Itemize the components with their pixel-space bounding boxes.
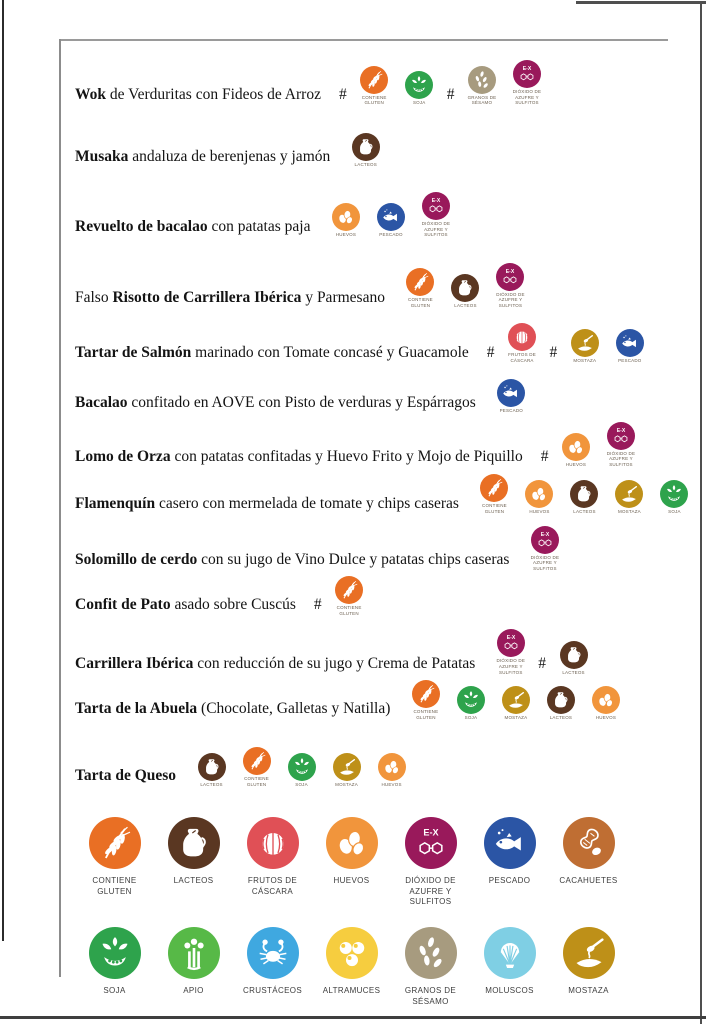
allergen-badge-lacteos [551, 641, 596, 676]
legend-label: CONTIENE GLUTEN [92, 876, 137, 896]
allergen-badge-soja [448, 686, 493, 721]
hash-mark: # [446, 85, 455, 103]
svg-text:E-X: E-X [422, 827, 439, 838]
page-frame-left [59, 39, 61, 977]
dish-row [75, 678, 697, 720]
badge-label: DIÓXIDO DE AZUFRE Y SULFITOS [530, 554, 560, 571]
allergen-badge-lacteos [343, 133, 388, 168]
allergen-badge-mostaza [607, 480, 652, 515]
soja-icon [660, 480, 688, 508]
legend-row [75, 927, 697, 1007]
legend-item-sesamo [391, 927, 470, 1007]
allergen-badge-gluten [327, 576, 372, 616]
dish-allergen-badges [334, 60, 550, 106]
huevos-icon [378, 753, 406, 781]
dish-name: Revuelto de bacalao con patatas paja [75, 217, 311, 235]
badge-label: DIÓXIDO DE AZUFRE Y SULFITOS [496, 291, 525, 308]
badge-label: LACTEOS [573, 508, 596, 514]
badge-label: FRUTOS DE CÁSCARA [508, 352, 536, 363]
apio-icon [168, 927, 220, 979]
badge-label: LACTEOS [454, 303, 477, 308]
badge-label: CONTIENE GLUTEN [482, 503, 507, 514]
allergen-badge-huevos [553, 433, 598, 468]
allergen-badge-huevos [323, 203, 368, 238]
allergen-badge-gluten [403, 680, 448, 720]
dish-allergen-badges [482, 323, 653, 363]
hash-mark: # [549, 343, 558, 361]
legend-item-apio [154, 927, 233, 1007]
dish-name: Tarta de Queso [75, 767, 177, 785]
legend-item-frutos [233, 817, 312, 907]
badge-label: SOJA [464, 714, 478, 720]
page-border-right-outer [700, 4, 702, 1024]
lacteos-icon [560, 641, 588, 669]
gluten-icon [89, 817, 141, 869]
dish-allergen-badges [489, 379, 534, 414]
hash-mark: # [540, 447, 549, 465]
allergen-badge-gluten [472, 474, 517, 514]
badge-label: LACTEOS [562, 669, 585, 675]
badge-label: MOSTAZA [618, 508, 641, 514]
sulfitos-icon [496, 263, 524, 291]
badge-label: CONTIENE GLUTEN [361, 94, 387, 106]
pescado-icon [616, 329, 644, 357]
dish-row [75, 322, 697, 364]
hash-mark: # [538, 655, 547, 673]
menu-content [75, 60, 697, 1007]
legend-item-sulfitos [391, 817, 470, 907]
badge-label: HUEVOS [529, 508, 550, 514]
allergen-badge-sesamo [459, 66, 504, 106]
badge-label: LACTEOS [354, 162, 377, 168]
badge-label: PESCADO [618, 358, 642, 363]
lacteos-icon [352, 133, 380, 161]
huevos-icon [562, 433, 590, 461]
dish-name: Confit de Pato asado sobre Cuscús [75, 596, 296, 614]
allergen-badge-huevos [369, 753, 414, 788]
badge-label: DIÓXIDO DE AZUFRE Y SULFITOS [421, 220, 451, 238]
legend-label: LACTEOS [173, 876, 214, 886]
allergen-badge-sulfitos [522, 526, 567, 572]
crustaceos-icon [247, 927, 299, 979]
huevos-icon [326, 817, 378, 869]
badge-label: CONTIENE GLUTEN [244, 776, 269, 787]
gluten-icon [406, 268, 434, 296]
allergen-badge-lacteos [443, 274, 488, 309]
dish-row [75, 574, 697, 616]
gluten-icon [335, 576, 363, 604]
allergen-badge-mostaza [493, 686, 538, 721]
legend-label: SOJA [103, 986, 126, 996]
dish-row [75, 263, 697, 309]
legend-item-huevos [312, 817, 391, 907]
allergen-badge-lacteos [562, 480, 607, 515]
lacteos-icon [198, 753, 226, 781]
allergen-badge-pescado [489, 379, 534, 414]
allergen-badge-sulfitos [598, 422, 643, 468]
dish-name: Tarta de la Abuela (Chocolate, Galletas y Natilla) [75, 700, 391, 718]
allergen-badge-lacteos [189, 753, 234, 788]
dish-name: Musaka andaluza de berenjenas y jamón [75, 147, 331, 165]
allergen-badge-soja [397, 71, 442, 106]
pescado-icon [484, 817, 536, 869]
badge-label: HUEVOS [335, 232, 357, 238]
page-frame-top [59, 39, 668, 41]
legend-label: MOLUSCOS [485, 986, 534, 996]
dish-row [75, 473, 697, 515]
allergen-badge-mostaza [562, 329, 607, 364]
huevos-icon [592, 686, 620, 714]
pescado-icon [497, 379, 525, 407]
dish-allergen-badges [488, 629, 596, 675]
allergen-badge-soja [279, 753, 324, 788]
legend-item-pescado [470, 817, 549, 907]
dish-allergen-badges [343, 133, 388, 168]
legend-item-gluten [75, 817, 154, 907]
frutos-icon [508, 323, 536, 351]
svg-text:E-X: E-X [431, 197, 441, 204]
mostaza-icon [615, 480, 643, 508]
dish-allergen-badges [323, 192, 458, 238]
badge-label: LACTEOS [200, 781, 223, 787]
dish-row [75, 192, 697, 238]
badge-label: HUEVOS [565, 461, 587, 467]
dish-row [75, 422, 697, 468]
allergen-badge-sulfitos [413, 192, 458, 238]
soja-icon [288, 753, 316, 781]
legend-item-lacteos [154, 817, 233, 907]
badge-label: SOJA [295, 781, 308, 787]
legend-item-crustaceos [233, 927, 312, 1007]
dish-row [75, 60, 697, 106]
badge-label: MOSTAZA [335, 781, 358, 787]
hash-mark: # [338, 85, 347, 103]
mostaza-icon [502, 686, 530, 714]
badge-label: LACTEOS [549, 714, 573, 720]
lacteos-icon [168, 817, 220, 869]
dish-allergen-badges [398, 263, 533, 309]
soja-icon [457, 686, 485, 714]
allergen-badge-pescado [607, 329, 652, 364]
gluten-icon [480, 474, 508, 502]
dish-allergen-badges [472, 474, 697, 514]
dish-name: Carrillera Ibérica con reducción de su jugo y Crema de Patatas [75, 655, 476, 673]
dish-name: Bacalao confitado en AOVE con Pisto de verduras y Espárragos [75, 393, 476, 411]
legend-label: PESCADO [488, 876, 531, 886]
legend-item-cacahuetes [549, 817, 628, 907]
legend-item-soja [75, 927, 154, 1007]
mostaza-icon [571, 329, 599, 357]
badge-label: PESCADO [499, 408, 523, 413]
dish-list [75, 60, 697, 787]
legend-label: GRANOS DE SÉSAMO [404, 986, 457, 1006]
svg-text:E-X: E-X [506, 635, 515, 642]
sulfitos-icon [422, 192, 450, 220]
dish-name: Tartar de Salmón marinado con Tomate concasé y Guacamole [75, 343, 469, 361]
dish-allergen-badges [189, 747, 414, 787]
gluten-icon [412, 680, 440, 708]
badge-label: GRANOS DE SÉSAMO [467, 94, 497, 106]
page-border-top-right [576, 1, 706, 4]
legend-label: CRUSTÁCEOS [242, 986, 303, 996]
sulfitos-icon [607, 422, 635, 450]
badge-label: SOJA [412, 100, 426, 106]
allergen-badge-huevos [517, 480, 562, 515]
legend-label: APIO [183, 986, 204, 996]
badge-label: MOSTAZA [573, 358, 597, 363]
sesamo-icon [468, 66, 496, 94]
huevos-icon [332, 203, 360, 231]
dish-row [75, 629, 697, 675]
legend-label: HUEVOS [333, 876, 370, 886]
altramuces-icon [326, 927, 378, 979]
allergen-badge-sulfitos [504, 60, 549, 106]
hash-mark: # [313, 596, 322, 614]
allergen-badge-lacteos [538, 686, 583, 721]
cacahuetes-icon [563, 817, 615, 869]
badge-label: PESCADO [379, 232, 403, 238]
frutos-icon [247, 817, 299, 869]
badge-label: DIÓXIDO DE AZUFRE Y SULFITOS [496, 658, 526, 675]
dish-allergen-badges [403, 680, 628, 720]
badge-label: CONTIENE GLUTEN [336, 605, 362, 616]
sulfitos-icon [497, 629, 525, 657]
badge-label: HUEVOS [595, 714, 617, 720]
page-border-left-outer [2, 0, 4, 941]
dish-allergen-badges [309, 576, 372, 616]
dish-row [75, 372, 697, 414]
soja-icon [405, 71, 433, 99]
allergen-badge-huevos [583, 686, 628, 721]
allergen-badge-frutos [500, 323, 545, 363]
mostaza-icon [333, 753, 361, 781]
badge-label: CONTIENE GLUTEN [408, 297, 433, 308]
dish-name: Solomillo de cerdo con su jugo de Vino Dulce y patatas chips caseras [75, 551, 510, 569]
badge-label: DIÓXIDO DE AZUFRE Y SULFITOS [512, 89, 542, 106]
allergen-badge-gluten [234, 747, 279, 787]
legend-item-mostaza [549, 927, 628, 1007]
badge-label: HUEVOS [381, 781, 402, 787]
legend-label: DIÓXIDO DE AZUFRE Y SULFITOS [405, 876, 456, 907]
badge-label: CONTIENE GLUTEN [413, 709, 439, 720]
dish-allergen-badges [536, 422, 644, 468]
dish-row [75, 745, 697, 787]
huevos-icon [525, 480, 553, 508]
badge-label: DIÓXIDO DE AZUFRE Y SULFITOS [606, 450, 636, 467]
allergen-badge-sulfitos [488, 629, 533, 675]
svg-text:E-X: E-X [540, 531, 550, 538]
allergen-badge-gluten [352, 66, 397, 106]
sesamo-icon [405, 927, 457, 979]
legend-label: MOSTAZA [568, 986, 609, 996]
lacteos-icon [570, 480, 598, 508]
page-border-bottom [0, 1016, 706, 1019]
sulfitos-icon [513, 60, 541, 88]
legend-item-altramuces [312, 927, 391, 1007]
dish-name: Falso Risotto de Carrillera Ibérica y Parmesano [75, 288, 385, 306]
badge-label: MOSTAZA [504, 714, 528, 720]
legend-label: FRUTOS DE CÁSCARA [247, 876, 298, 896]
allergen-badge-pescado [368, 203, 413, 238]
allergen-badge-sulfitos [488, 263, 533, 309]
legend-label: CACAHUETES [559, 876, 618, 886]
gluten-icon [243, 747, 271, 775]
lacteos-icon [547, 686, 575, 714]
gluten-icon [360, 66, 388, 94]
mostaza-icon [563, 927, 615, 979]
dish-name: Lomo de Orza con patatas confitadas y Huevo Frito y Mojo de Piquillo [75, 447, 523, 465]
sulfitos-icon [531, 526, 559, 554]
svg-text:E-X: E-X [506, 268, 515, 275]
allergen-badge-mostaza [324, 753, 369, 788]
legend-item-moluscos [470, 927, 549, 1007]
sulfitos-icon [405, 817, 457, 869]
pescado-icon [377, 203, 405, 231]
dish-row [75, 126, 697, 168]
dish-name: Wok de Verduritas con Fideos de Arroz [75, 85, 321, 103]
moluscos-icon [484, 927, 536, 979]
legend-row [75, 817, 697, 907]
dish-allergen-badges [522, 526, 567, 572]
svg-text:E-X: E-X [522, 65, 532, 72]
soja-icon [89, 927, 141, 979]
lacteos-icon [451, 274, 479, 302]
legend-label: ALTRAMUCES [322, 986, 381, 996]
hash-mark: # [486, 343, 495, 361]
dish-name: Flamenquín casero con mermelada de tomate y chips caseras [75, 494, 459, 512]
allergen-legend [75, 817, 697, 1007]
svg-text:E-X: E-X [616, 427, 626, 434]
allergen-badge-soja [652, 480, 697, 515]
badge-label: SOJA [668, 508, 681, 514]
dish-row [75, 526, 697, 572]
allergen-badge-gluten [398, 268, 443, 308]
